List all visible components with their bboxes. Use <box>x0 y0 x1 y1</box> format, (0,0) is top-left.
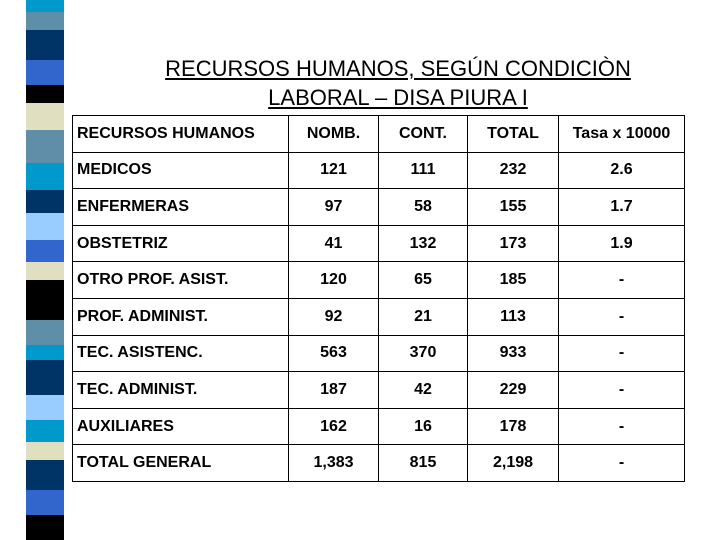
stripe-band <box>26 130 64 163</box>
table-row <box>73 445 685 482</box>
table-cell: - <box>559 372 685 409</box>
stripe-band <box>26 213 64 240</box>
table-row <box>73 298 685 335</box>
stripe-band <box>26 280 64 320</box>
stripe-band <box>26 420 64 442</box>
column-header: NOMB. <box>289 116 379 153</box>
stripe-band <box>26 515 64 540</box>
table-cell: 58 <box>379 189 468 226</box>
table-cell: 2.6 <box>559 152 685 189</box>
table-row <box>73 335 685 372</box>
stripe-band <box>26 85 64 103</box>
table-cell: 187 <box>289 372 379 409</box>
title-line-2: LABORAL – DISA PIURA I <box>268 85 528 110</box>
table-row <box>73 372 685 409</box>
table-cell: 162 <box>289 408 379 445</box>
column-header: CONT. <box>379 116 468 153</box>
table-cell: OTRO PROF. ASIST. <box>73 262 289 299</box>
stripe-band <box>26 190 64 213</box>
table-cell: AUXILIARES <box>73 408 289 445</box>
table-cell: PROF. ADMINIST. <box>73 298 289 335</box>
table-cell: 185 <box>468 262 559 299</box>
table-cell: 111 <box>379 152 468 189</box>
table-cell: 178 <box>468 408 559 445</box>
column-header: TOTAL <box>468 116 559 153</box>
stripe-band <box>26 490 64 515</box>
stripe-band <box>26 345 64 360</box>
stripe-band <box>26 0 64 12</box>
column-header: Tasa x 10000 <box>559 116 685 153</box>
table-cell: MEDICOS <box>73 152 289 189</box>
stripe-band <box>26 240 64 262</box>
stripe-band <box>26 360 64 395</box>
header-row <box>73 116 685 153</box>
stripe-band <box>26 395 64 420</box>
table-cell: 370 <box>379 335 468 372</box>
table-cell: 92 <box>289 298 379 335</box>
stripe-band <box>26 320 64 345</box>
table-cell: TOTAL GENERAL <box>73 445 289 482</box>
table-cell: 113 <box>468 298 559 335</box>
table-cell: - <box>559 335 685 372</box>
table-cell: 41 <box>289 225 379 262</box>
table-cell: OBSTETRIZ <box>73 225 289 262</box>
decorative-stripe <box>26 0 64 540</box>
table-cell: 65 <box>379 262 468 299</box>
resources-table <box>72 115 685 482</box>
table-cell: ENFERMERAS <box>73 189 289 226</box>
table-cell: 229 <box>468 372 559 409</box>
stripe-band <box>26 12 64 30</box>
table-cell: 1.7 <box>559 189 685 226</box>
table-cell: 815 <box>379 445 468 482</box>
stripe-band <box>26 60 64 85</box>
table-cell: 563 <box>289 335 379 372</box>
table-cell: 1,383 <box>289 445 379 482</box>
title-line-1: RECURSOS HUMANOS, SEGÚN CONDICIÒN <box>165 56 631 81</box>
table-row <box>73 408 685 445</box>
table-row <box>73 262 685 299</box>
table-cell: 21 <box>379 298 468 335</box>
table-cell: - <box>559 298 685 335</box>
table-cell: - <box>559 445 685 482</box>
table-cell: 173 <box>468 225 559 262</box>
table-cell: 16 <box>379 408 468 445</box>
stripe-band <box>26 163 64 190</box>
column-header: RECURSOS HUMANOS <box>73 116 289 153</box>
table-cell: 1.9 <box>559 225 685 262</box>
table-cell: 121 <box>289 152 379 189</box>
slide-title <box>100 54 696 112</box>
table-row <box>73 225 685 262</box>
table-cell: - <box>559 408 685 445</box>
table-cell: 132 <box>379 225 468 262</box>
stripe-band <box>26 460 64 490</box>
table-cell: 933 <box>468 335 559 372</box>
table-cell: - <box>559 262 685 299</box>
table-cell: 42 <box>379 372 468 409</box>
table-row <box>73 152 685 189</box>
table-cell: 155 <box>468 189 559 226</box>
table-cell: TEC. ASISTENC. <box>73 335 289 372</box>
stripe-band <box>26 442 64 460</box>
stripe-band <box>26 30 64 60</box>
table-cell: TEC. ADMINIST. <box>73 372 289 409</box>
table-cell: 120 <box>289 262 379 299</box>
table-cell: 2,198 <box>468 445 559 482</box>
table-cell: 232 <box>468 152 559 189</box>
stripe-band <box>26 262 64 280</box>
table-cell: 97 <box>289 189 379 226</box>
table-row <box>73 189 685 226</box>
stripe-band <box>26 103 64 130</box>
